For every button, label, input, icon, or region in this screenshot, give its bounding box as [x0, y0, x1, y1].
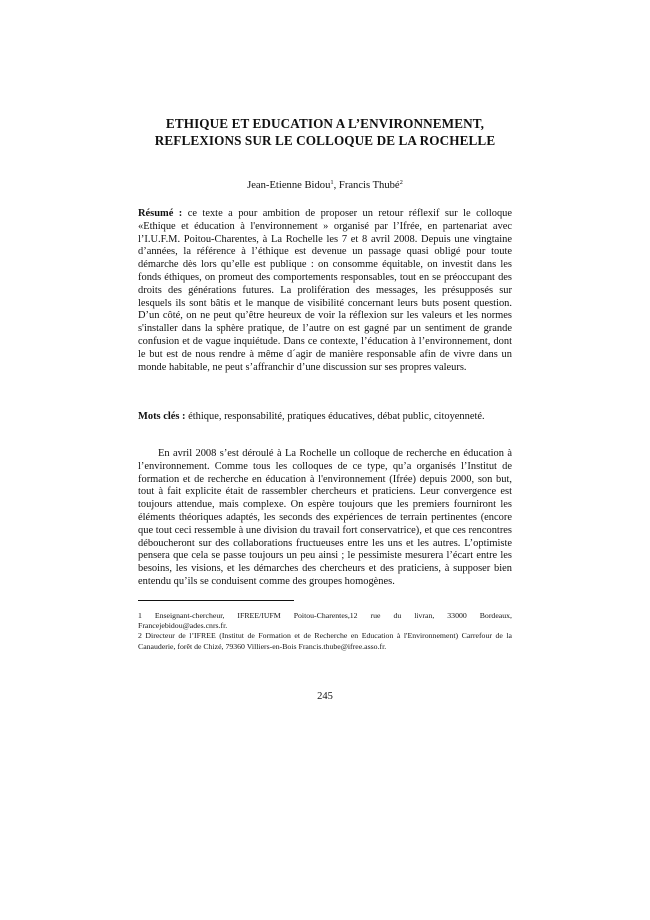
- footnote-2: 2 Directeur de l’IFREE (Institut de Formation et de Recherche en Education à l'Environnement) Carrefour de la Canauderie, forêt de Chizé, 79360 Villiers-en-Bois Francis.thube@ifree.asso.fr.: [138, 631, 512, 651]
- paper-title: [120, 115, 530, 149]
- abstract-text: ce texte a pour ambition de proposer un retour réflexif sur le colloque «Ethique et éducation à l'environnement » organisé par l’Ifrée, en partenariat avec l’I.U.F.M. Poitou-Charentes, à La Rochelle les 7 et 8 avril 2008. Depuis une vingtaine d’années, la référence à l’éthique est devenue un passage quasi obligé pour toute démarche dès lors qu’elle est publique : on consomme équitable, on investit dans les fonds éthiques, on promeut des comportements responsables, tout en se préoccupant des droits des générations futures. La prolifération des messages, les présupposés sur lesquels ils sont bâtis et le manque de visibilité concernant leurs buts posent question. D’un côté, on ne peut qu’être heureux de voir la réflexion sur les valeurs et les normes s'installer dans la sphère pratique, de l’autre on est gagné par un sentiment de grande confusion et de vague inquiétude. Dans ce contexte, l’éducation à l’environnement, dont le but est de nous rendre à même d´agir de manière responsable afin de vivre dans un monde habitable, ne peut s’affranchir d’une discussion sur ses propres valeurs.: [138, 208, 513, 373]
- footnote-1: 1 Enseignant-chercheur, IFREE/IUFM Poitou-Charentes,12 rue du livran, 33000 Bordeaux, Francejebidou@ades.cnrs.fr.: [138, 611, 512, 631]
- abstract-label: Résumé :: [138, 208, 183, 219]
- keywords-text: éthique, responsabilité, pratiques éducatives, débat public, citoyenneté.: [185, 411, 485, 422]
- body-paragraph: En avril 2008 s’est déroulé à La Rochelle un colloque de recherche en éducation à l’environnement. Comme tous les colloques de ce type, qu’a organisés l’Institut de formation et de recherche en éducation à l'environnement (Ifrée) depuis 2000, son but, tout à fait explicite était de rassembler chercheurs et praticiens. Leur convergence est toujours attendue, mais complexe. On espère toujours que les premiers fourniront les éléments théoriques adaptés, les seconds des expériences de terrain pertinentes (encore que tout ceci ressemble à une division du travail fort conservatrice), et que ces rencontres déboucheront sur des collaborations fructueuses entre les uns et les autres. L’optimiste pensera que cela se passe toujours un peu ainsi ; le pessimiste mesurera l’écart entre les besoins, les visions, et les démarches des chercheurs et des praticiens, à supposer bien entendu qu’ils se conduisent comme des groupes homogènes.: [138, 448, 512, 587]
- author-1-footnote-marker: 1: [330, 179, 334, 186]
- keywords: [138, 410, 512, 423]
- footnote-separator: [138, 600, 294, 601]
- author-2: Francis Thubé: [338, 180, 400, 191]
- keywords-label: Mots clés :: [138, 411, 186, 422]
- abstract: [138, 208, 512, 374]
- author-separator: ,: [333, 180, 339, 191]
- title-line-2: REFLEXIONS SUR LE COLLOQUE DE LA ROCHELLE: [154, 133, 496, 148]
- page-number: 245: [317, 691, 333, 702]
- footnotes: [138, 611, 512, 652]
- author-line: [138, 179, 512, 193]
- title-line-1: ETHIQUE ET EDUCATION A L’ENVIRONNEMENT,: [165, 116, 485, 131]
- author-1: Jean-Etienne Bidou: [247, 180, 331, 191]
- author-2-footnote-marker: 2: [399, 179, 403, 186]
